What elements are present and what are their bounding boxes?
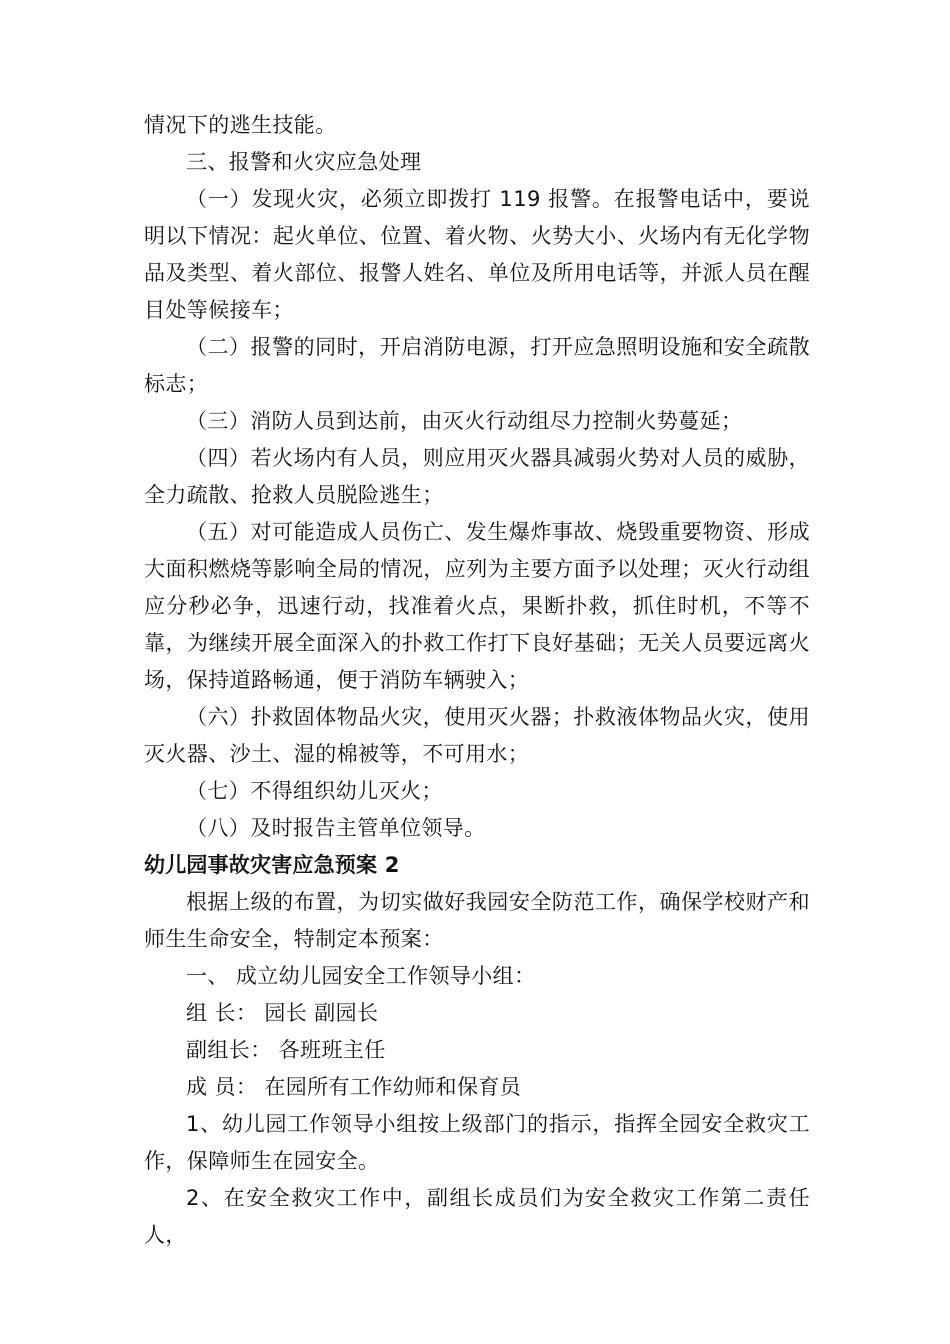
paragraph-item-2: （二）报警的同时，开启消防电源，打开应急照明设施和安全疏散标志； — [144, 335, 810, 396]
paragraph-leadership-group: 一、 成立幼儿园安全工作领导小组： — [186, 964, 536, 988]
document-body — [144, 107, 810, 1254]
paragraph-item-6: （六）扑救固体物品火灾，使用灭火器；扑救液体物品火灾，使用灭火器、沙土、湿的棉被等，不可用水； — [144, 705, 810, 766]
paragraph-item-3: （三）消防人员到达前，由灭火行动组尽力控制火势蔓延； — [186, 409, 743, 433]
paragraph-group-leader: 组 长： 园长 副园长 — [186, 1001, 379, 1025]
paragraph-item-5: （五）对可能造成人员伤亡、发生爆炸事故、烧毁重要物资、形成大面积燃烧等影响全局的情况，应列为主要方面予以处理；灭火行动组应分秒必争，迅速行动，找准着火点，果断扑救，抓住时机，不等不靠，为继续开展全面深入的扑救工作打下良好基础；无关人员要远离火场，保持道路畅通，便于消防车辆驶入； — [144, 520, 810, 692]
paragraph-members: 成 员： 在园所有工作幼师和保育员 — [186, 1075, 522, 1099]
paragraph-item-7: （七）不得组织幼儿灭火； — [186, 779, 443, 803]
section-heading-alarm: 三、报警和火灾应急处理 — [186, 150, 422, 174]
document-section-title: 幼儿园事故灾害应急预案 2 — [144, 853, 400, 877]
paragraph-duty-1: 1、幼儿园工作领导小组按上级部门的指示，指挥全园安全救灾工作，保障师生在园安全。 — [144, 1112, 810, 1173]
paragraph-item-1: （一）发现火灾，必须立即拨打 119 报警。在报警电话中，要说明以下情况：起火单位、位置、着火物、火势大小、火场内有无化学物品及类型、着火部位、报警人姓名、单位及所用电话等，并派人员在醒目处等候接车； — [144, 187, 810, 322]
paragraph-deputy-leader: 副组长： 各班班主任 — [186, 1038, 386, 1062]
paragraph-escape-skills: 情况下的逃生技能。 — [144, 113, 337, 137]
paragraph-item-8: （八）及时报告主管单位领导。 — [186, 816, 486, 840]
paragraph-duty-2: 2、在安全救灾工作中，副组长成员们为安全救灾工作第二责任人， — [144, 1186, 810, 1247]
paragraph-item-4: （四）若火场内有人员，则应用灭火器具减弱火势对人员的威胁，全力疏散、抢救人员脱险逃生； — [144, 446, 810, 507]
paragraph-intro: 根据上级的布置，为切实做好我园安全防范工作，确保学校财产和师生生命安全，特制定本预案： — [144, 890, 810, 951]
